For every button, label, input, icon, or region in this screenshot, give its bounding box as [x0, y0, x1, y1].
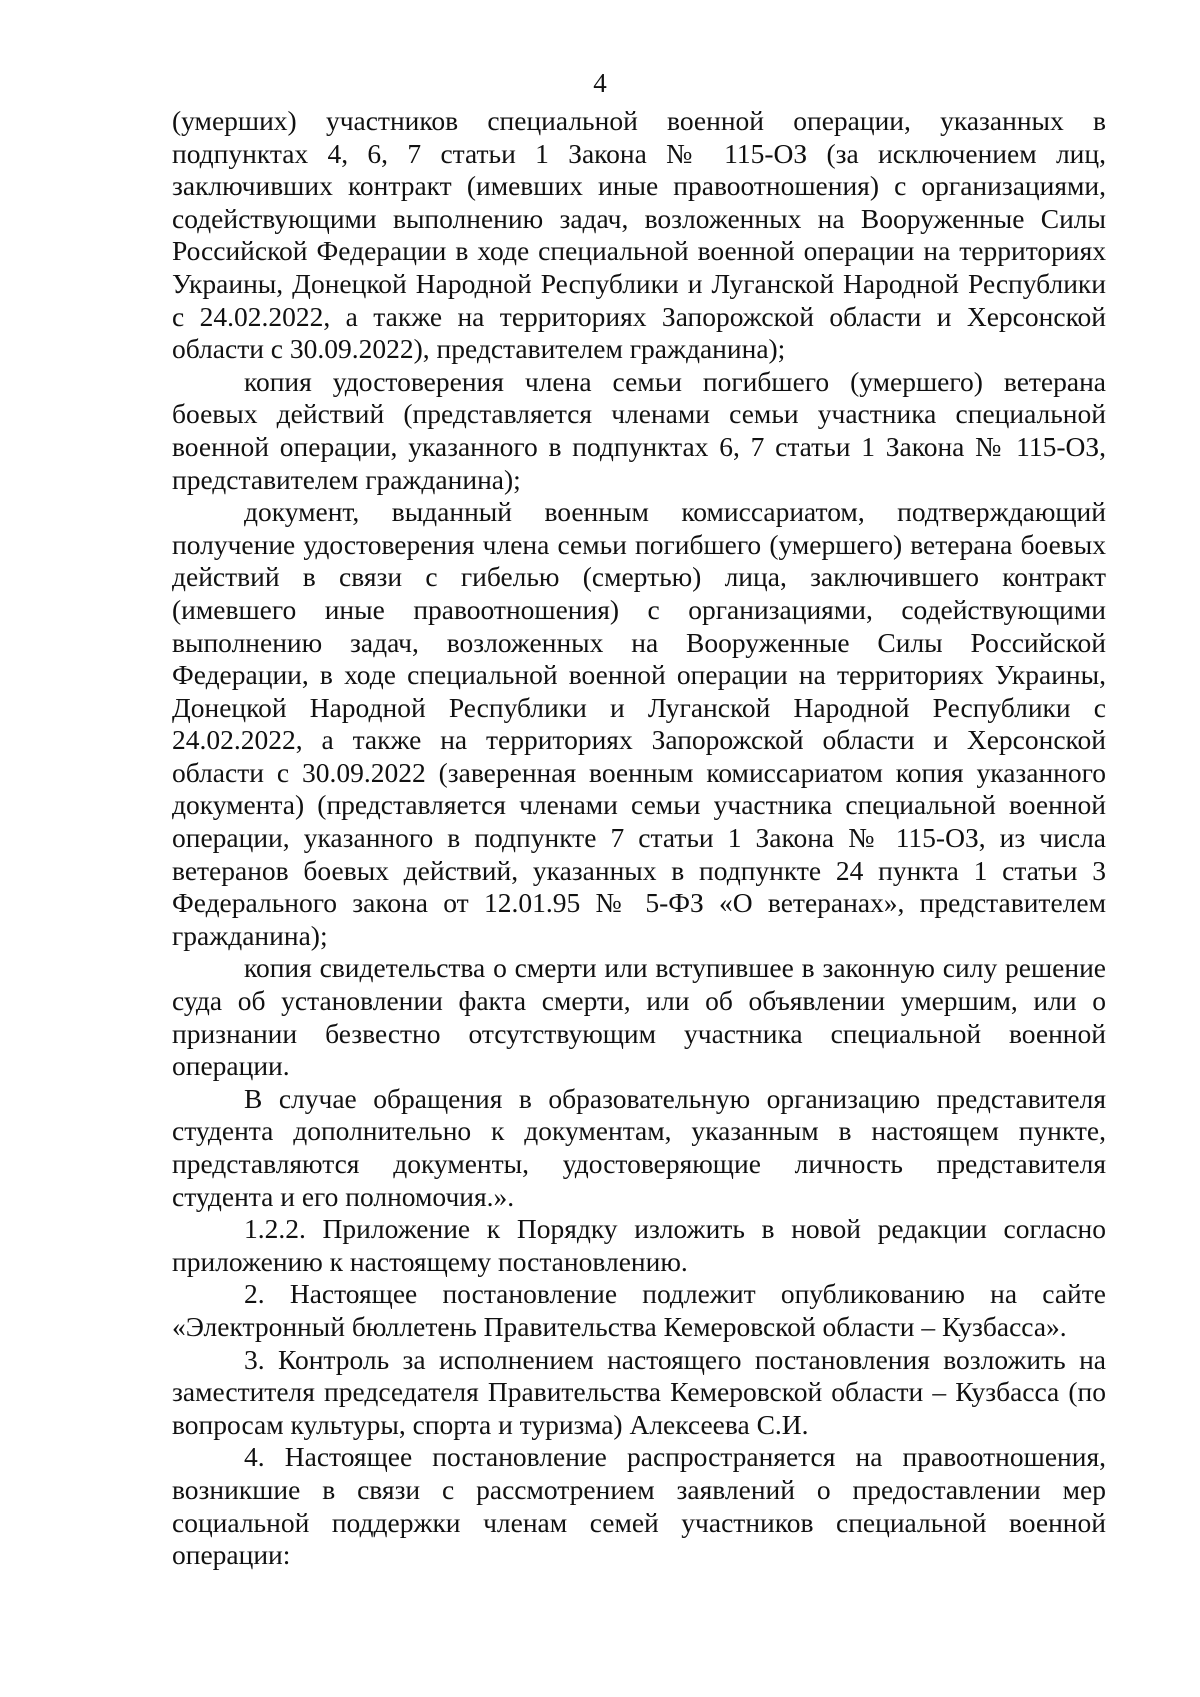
- paragraph-military-commissariat-document: документ, выданный военным комиссариатом, подтверждающий получение удостоверения члена семьи погибшего (умершего) ветерана боевых действий в связи с гибелью (смертью) лица, заключившего контракт (имевшего иные правоотношения) с организациями, содействующими выполнению задач, возложенных на Вооруженные Силы Российской Федерации, в ходе специальной военной операции на территориях Украины, Донецкой Народной Республики и Луганской Народной Республики с 24.02.2022, а также на территориях Запорожской области и Херсонской области с 30.09.2022 (заверенная военным комиссариатом копия указанного документа) (представляется членами семьи участника специальной военной операции, указанного в подпункте 7 статьи 1 Закона № 115-ОЗ, из числа ветеранов боевых действий, указанных в подпункте 24 пункта 1 статьи 3 Федерального закона от 12.01.95 № 5-ФЗ «О ветеранах», представителем гражданина);: [172, 496, 1106, 951]
- paragraph-clause-3: 3. Контроль за исполнением настоящего постановления возложить на заместителя председателя Правительства Кемеровской области – Кузбасса (по вопросам культуры, спорта и туризма) Алексеева С.И.: [172, 1343, 1106, 1440]
- paragraph-clause-2: 2. Настоящее постановление подлежит опубликованию на сайте «Электронный бюллетень Правительства Кемеровской области – Кузбасса».: [172, 1278, 1106, 1342]
- paragraph-clause-1-2-2: 1.2.2. Приложение к Порядку изложить в новой редакции согласно приложению к настоящему постановлению.: [172, 1213, 1106, 1277]
- paragraph-representative-documents: В случае обращения в образовательную организацию представителя студента дополнительно к документам, указанным в настоящем пункте, представляются документы, удостоверяющие личность представителя студента и его полномочия.».: [172, 1082, 1106, 1212]
- paragraph-veteran-family-certificate: копия удостоверения члена семьи погибшего (умершего) ветерана боевых действий (представляется членами семьи участника специальной военной операции, указанного в подпунктах 6, 7 статьи 1 Закона № 115-ОЗ, представителем гражданина);: [172, 365, 1106, 495]
- paragraph-death-certificate: копия свидетельства о смерти или вступившее в законную силу решение суда об установлении факта смерти, или об объявлении умершим, или о признании безвестно отсутствующим участника специальной военной операции.: [172, 952, 1106, 1082]
- document-body: [172, 105, 1106, 1572]
- paragraph-clause-4: 4. Настоящее постановление распространяется на правоотношения, возникшие в связи с рассмотрением заявлений о предоставлении мер социальной поддержки членам семей участников специальной военной операции:: [172, 1441, 1106, 1571]
- paragraph-continuation: (умерших) участников специальной военной операции, указанных в подпунктах 4, 6, 7 статьи 1 Закона № 115-ОЗ (за исключением лиц, заключивших контракт (имевших иные правоотношения) с организациями, содействующими выполнению задач, возложенных на Вооруженные Силы Российской Федерации в ходе специальной военной операции на территориях Украины, Донецкой Народной Республики и Луганской Народной Республики с 24.02.2022, а также на территориях Запорожской области и Херсонской области с 30.09.2022), представителем гражданина);: [172, 105, 1106, 365]
- page-number: 4: [593, 68, 607, 98]
